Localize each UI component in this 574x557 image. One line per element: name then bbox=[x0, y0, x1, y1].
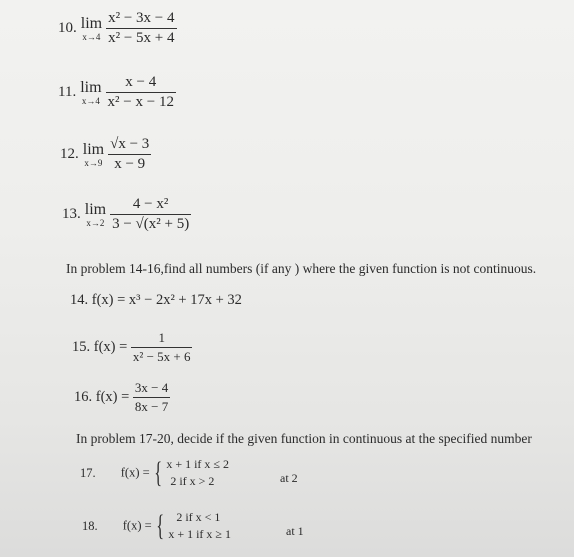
piecewise-cases: 2 if x < 1 x + 1 if x ≥ 1 bbox=[168, 510, 232, 541]
function-lhs: f(x) = bbox=[95, 389, 130, 405]
problem-10 bbox=[58, 10, 177, 47]
problem-18-point: at 1 bbox=[286, 524, 304, 538]
instruction-17-20: In problem 17-20, decide if the given function in continuous at the specified number bbox=[76, 431, 532, 446]
problem-number: 12. bbox=[60, 146, 79, 162]
problem-18 bbox=[82, 509, 231, 543]
problem-number: 11. bbox=[58, 84, 77, 100]
problem-13 bbox=[62, 196, 191, 233]
fraction: $\frac{\text{4 − x²}}{\text{3 − √(x² + 5)}}$ bbox=[112, 196, 190, 232]
function-expression: f(x) = x³ − 2x² + 17x + 32 bbox=[91, 292, 242, 308]
problem-14 bbox=[70, 292, 242, 309]
problem-12 bbox=[60, 136, 151, 173]
fraction: $\frac{1}{\text{x² − 5x + 6}}$ bbox=[132, 330, 191, 364]
fraction: $\frac{x - 4}{\text{x² − x − 12}}$ bbox=[107, 74, 174, 110]
problem-number: 10. bbox=[58, 20, 77, 36]
piecewise-cases: x + 1 if x ≤ 2 2 if x > 2 bbox=[166, 457, 230, 488]
fraction: $\frac{\text{x² − 3x − 4}}{\text{x² − 5x + 4}}$ bbox=[108, 10, 175, 46]
limit-operator: lim x→9 bbox=[82, 140, 105, 168]
problem-17-point: at 2 bbox=[280, 471, 298, 485]
problem-number: 18. bbox=[82, 518, 98, 533]
limit-operator: lim x→4 bbox=[80, 78, 102, 106]
problem-15 bbox=[72, 330, 192, 365]
fraction: $\frac{3x - 4}{8x - 7}$ bbox=[134, 380, 169, 414]
problem-16 bbox=[74, 380, 170, 415]
problem-number: 15. bbox=[72, 339, 91, 355]
problem-number: 17. bbox=[80, 465, 96, 480]
fraction: $\frac{√x - 3}{x - 9}$ bbox=[110, 136, 150, 172]
limit-operator: lim x→4 bbox=[80, 14, 103, 42]
brace-symbol: { bbox=[156, 509, 164, 542]
problem-number: 14. bbox=[70, 292, 89, 308]
function-lhs: f(x) = bbox=[93, 339, 128, 355]
limit-operator: lim x→2 bbox=[84, 200, 107, 228]
instruction-14-16: In problem 14-16,find all numbers (if any ) where the given function is not continuous. bbox=[66, 261, 537, 276]
problem-11 bbox=[58, 74, 176, 111]
problem-17 bbox=[80, 456, 229, 490]
problem-number: 16. bbox=[74, 389, 93, 405]
function-lhs: f(x) = bbox=[122, 518, 152, 533]
brace-symbol: { bbox=[154, 456, 162, 489]
problem-number: 13. bbox=[62, 206, 81, 222]
function-lhs: f(x) = bbox=[120, 465, 150, 480]
